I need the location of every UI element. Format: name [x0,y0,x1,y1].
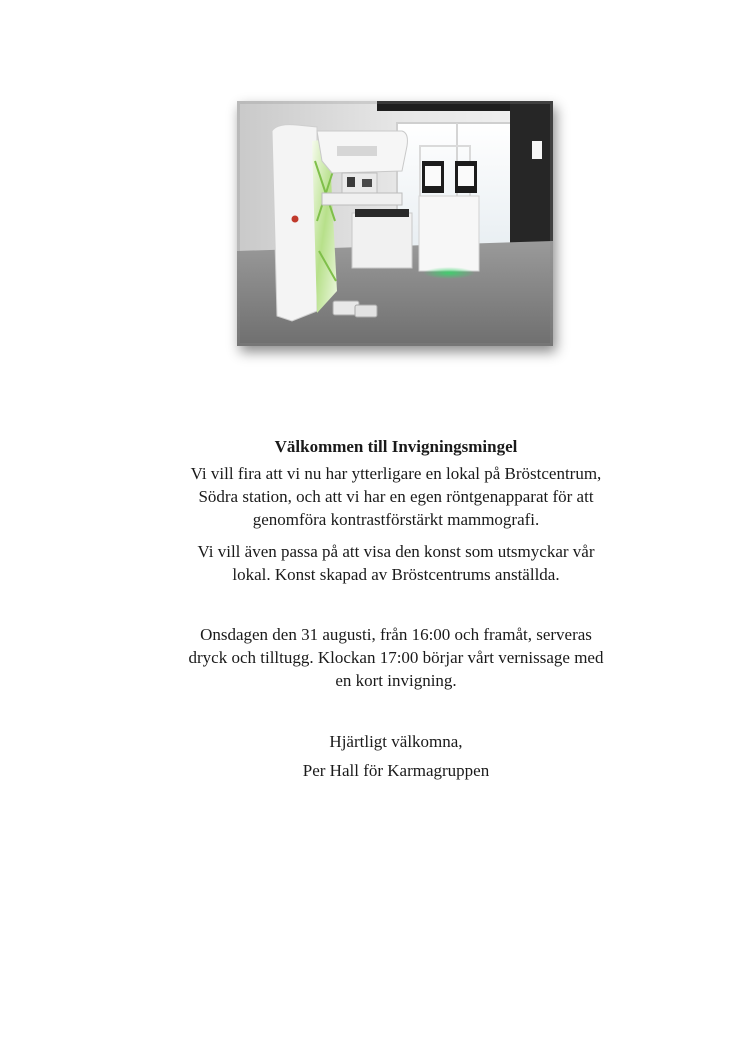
cabinet [352,213,412,268]
art-line: Vi vill även passa på att visa den konst som utsmyckar vår [197,542,595,561]
intro-line: genomföra kontrastförstärkt mammografi. [252,510,540,529]
art-paragraph [120,540,672,586]
schedule-line: dryck och tilltugg. Klockan 17:00 börjar vårt vernissage med [188,648,604,667]
intro-line: Södra station, och att vi har en egen röntgenapparat för att [198,487,594,506]
intro-line: Vi vill fira att vi nu har ytterligare en lokal på Bröstcentrum, [190,464,602,483]
control-stand [419,196,479,271]
schedule-paragraph [120,623,672,692]
schedule-line: Onsdagen den 31 augusti, från 16:00 och framåt, serveras [200,625,592,644]
pillar [510,101,553,256]
emergency-button [292,216,299,223]
mammography-column [272,125,317,321]
greeting: Hjärtligt välkomna, [329,732,463,751]
art-line: lokal. Konst skapad av Bröstcentrums anställda. [232,565,560,584]
green-glow [423,267,475,279]
sender-signature: Per Hall för Karmagruppen [302,761,490,780]
mammography-room-photo [237,101,553,346]
schedule-line: en kort invigning. [335,671,457,690]
compression-tray [322,193,402,205]
intro-paragraph [120,462,672,531]
invitation-heading: Välkommen till Invigningsmingel [274,437,518,456]
